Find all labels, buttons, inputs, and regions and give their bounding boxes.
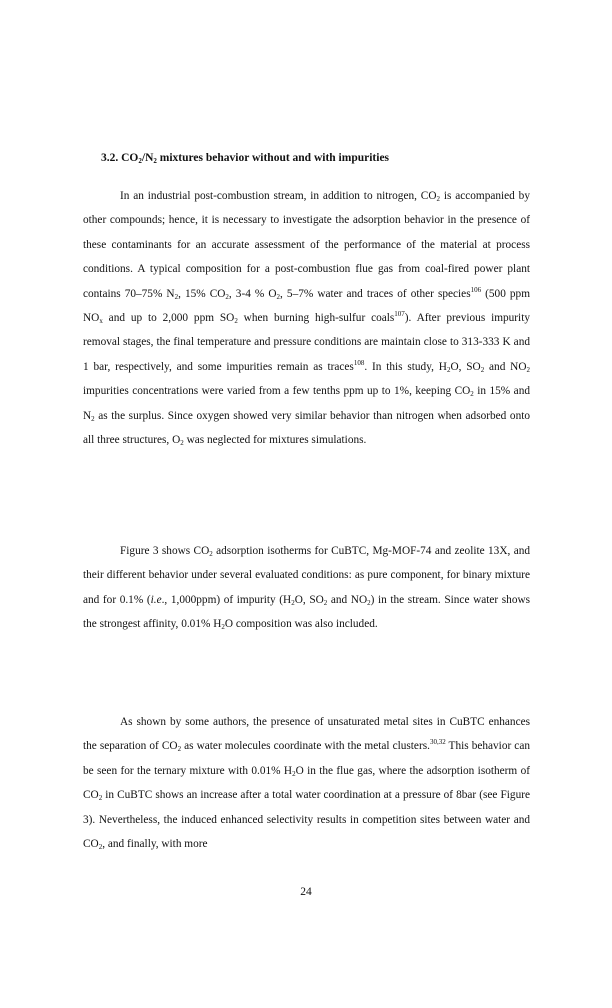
page-number: 24	[300, 886, 312, 898]
paragraph-figure-3: Figure 3 shows $CO_2$ adsorption isotherms for CuBTC, Mg-MOF-74 and zeolite 13X, and their different behavior under several evaluated conditions: as pure component, for binary mixture and for 0.1% (i.e., 1,000ppm) of impurity ($H_2O$, $SO_2$ and $NO_2$) in the stream. Since water shows the strongest affinity, 0.01% $H_2O$ composition was also included.	[83, 545, 531, 632]
paragraph-cubtc-water: As shown by some authors, the presence of unsaturated metal sites in CuBTC enhances the separation of $CO_2$ as water molecules coordinate with the metal clusters.$^{30,32}$ This behavior can be seen for the ternary mixture with 0.01% $H_2O$ in the flue gas, where the adsorption isotherm of $CO_2$ in CuBTC shows an increase after a total water coordination at a pressure of 8bar (see Figure 3). Nevertheless, the induced enhanced selectivity results in competition sites between water and $CO_2$, and finally, with more	[83, 716, 530, 852]
section-heading: 3.2. $CO_2/N_2$ mixtures behavior without and with impurities	[101, 152, 390, 165]
paragraph-impurities-intro: In an industrial post-combustion stream, in addition to nitrogen, $CO_2$ is accompanied by other compounds; hence, it is necessary to investigate the adsorption behavior in the presence of these contaminants for an accurate assessment of the performance of the material at process conditions. A typical composition for a post-combustion flue gas from coal-fired power plant contains 70–75% $N_2$, 15% $CO_2$, 3-4 % $O_2$, 5–7% water and traces of other species$^{106}$ (500 ppm $NO_x$ and up to 2,000 ppm $SO_2$ when burning high-sulfur coals$^{107}$). After previous impurity removal stages, the final temperature and pressure conditions are maintain close to 313-333 K and 1 bar, respectively, and some impurities remain as traces$^{108}$. In this study, $H_2O$, $SO_2$ and $NO_2$ impurities concentrations were varied from a few tenths ppm up to 1%, keeping $CO_2$ in 15% and $N_2$ as the surplus. Since oxygen showed very similar behavior than nitrogen when adsorbed onto all three structures, $O_2$ was neglected for mixtures simulations.	[83, 190, 530, 448]
